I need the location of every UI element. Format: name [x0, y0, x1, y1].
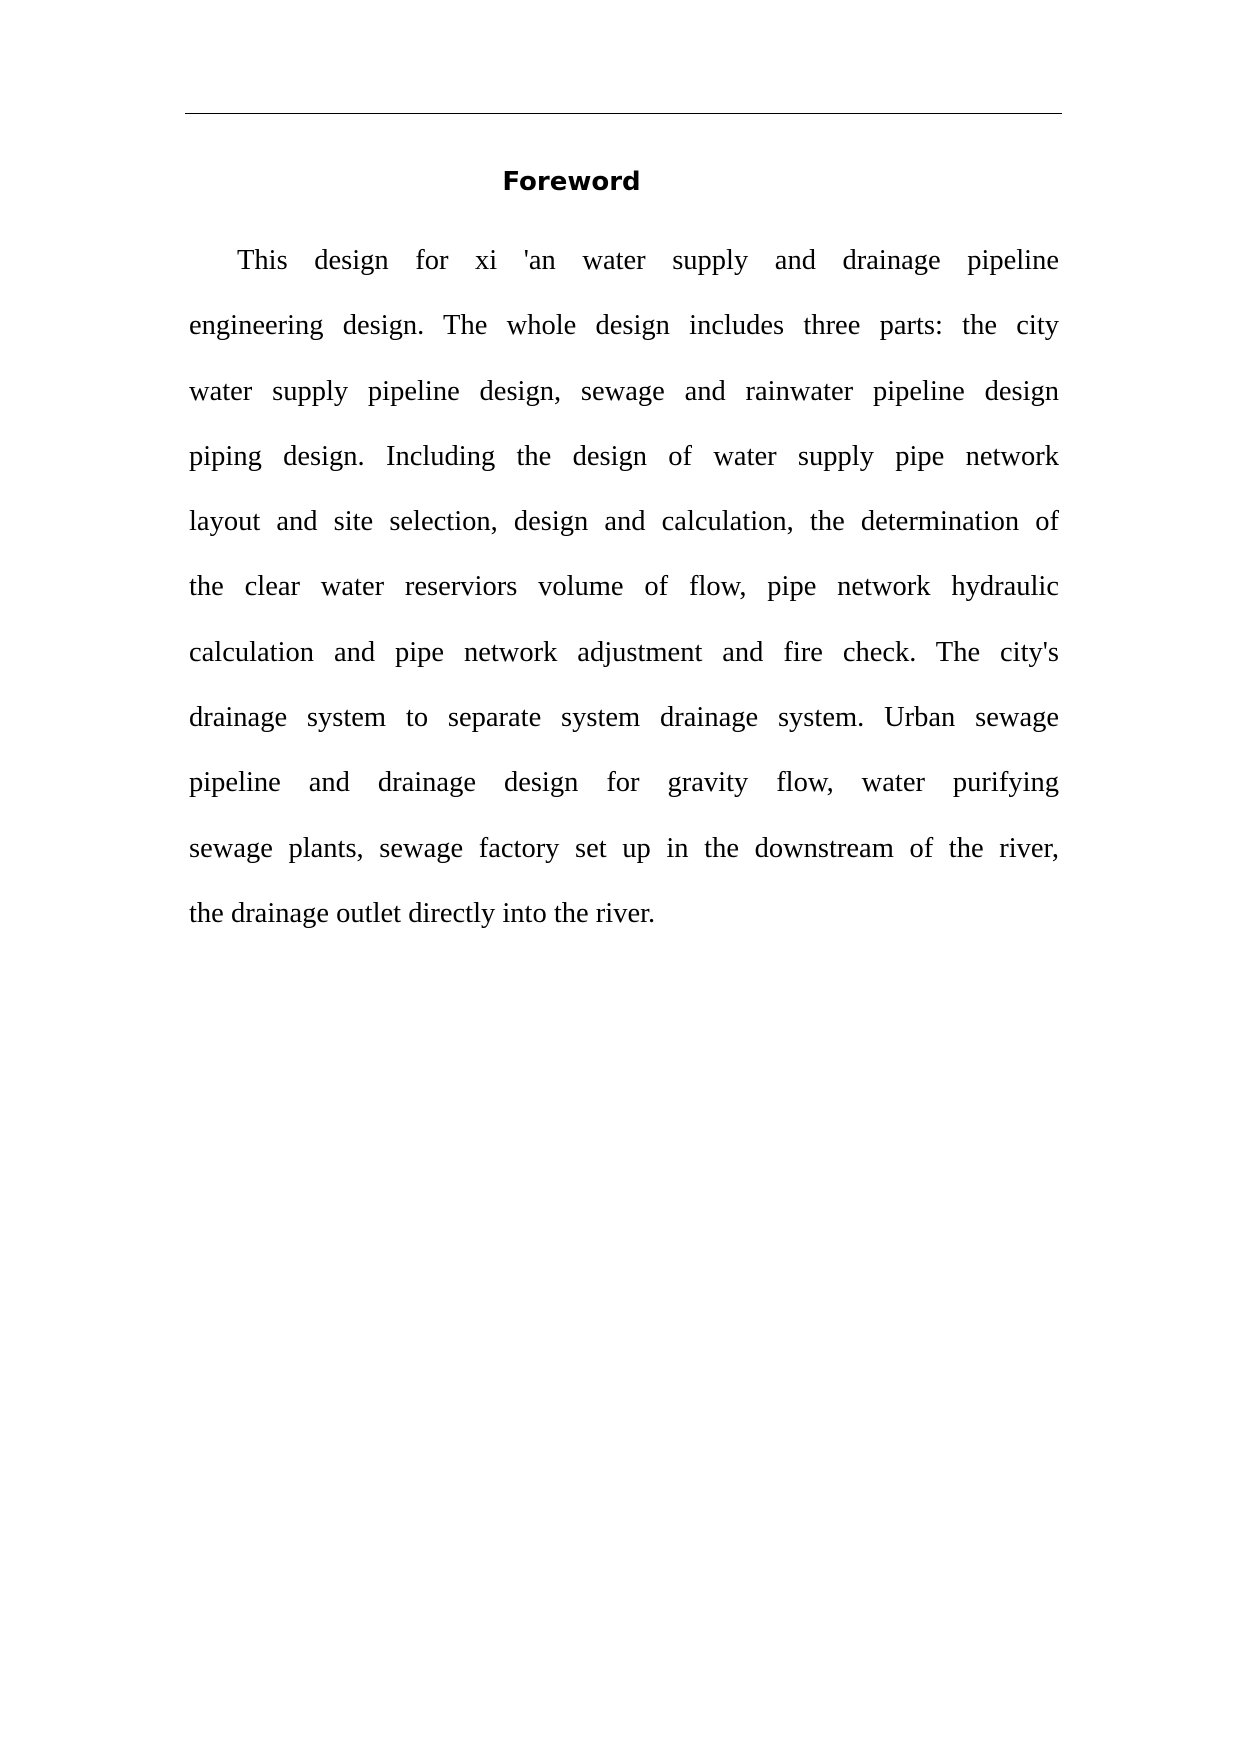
paragraph-line: engineering design. The whole design includes three parts: the city	[189, 310, 1059, 342]
paragraph-line: water supply pipeline design, sewage and rainwater pipeline design	[189, 375, 1059, 407]
paragraph-line: This design for xi 'an water supply and drainage pipeline	[237, 245, 1059, 276]
paragraph-line: sewage plants, sewage factory set up in the downstream of the river,	[189, 832, 1059, 864]
paragraph-line: pipeline and drainage design for gravity flow, water purifying	[189, 767, 1059, 799]
page-title: Foreword	[502, 167, 641, 197]
paragraph-line: piping design. Including the design of water supply pipe network	[189, 440, 1059, 472]
paragraph-line: drainage system to separate system drainage system. Urban sewage	[189, 702, 1059, 734]
paragraph-line: the drainage outlet directly into the river.	[189, 897, 656, 929]
paragraph-line: layout and site selection, design and calculation, the determination of	[189, 506, 1059, 538]
header-rule	[185, 113, 1062, 114]
foreword-paragraph	[189, 228, 1059, 946]
paragraph-line: calculation and pipe network adjustment and fire check. The city's	[189, 636, 1059, 668]
paragraph-line: the clear water reserviors volume of flow, pipe network hydraulic	[189, 571, 1059, 603]
